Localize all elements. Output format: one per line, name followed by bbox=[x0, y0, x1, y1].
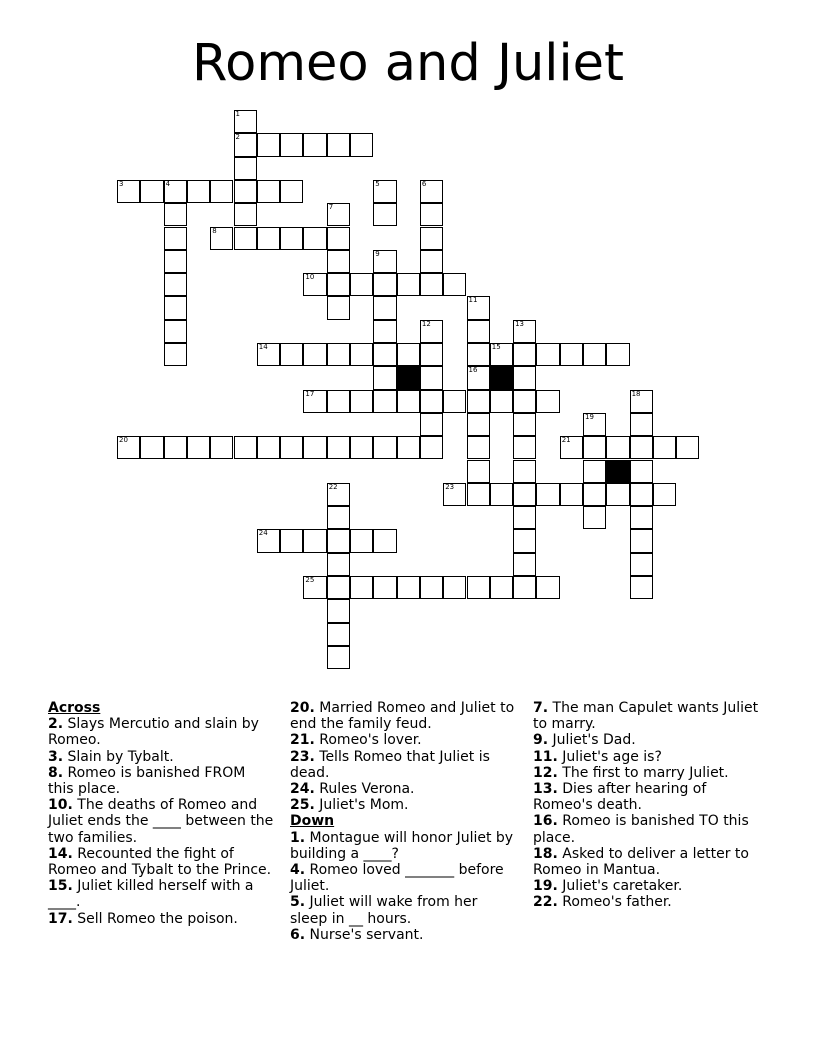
grid-cell[interactable] bbox=[420, 227, 443, 250]
clues-column-2 bbox=[290, 700, 516, 943]
grid-cell[interactable] bbox=[210, 180, 233, 203]
clue-across-10: 10. The deaths of Romeo and Juliet ends the ____ between the two families. bbox=[48, 797, 274, 846]
grid-cell[interactable] bbox=[327, 273, 350, 296]
grid-cell[interactable] bbox=[164, 320, 187, 343]
grid-cell[interactable] bbox=[513, 413, 536, 436]
cell-number: 7 bbox=[328, 203, 334, 212]
grid-cell[interactable] bbox=[420, 343, 443, 366]
grid-cell[interactable] bbox=[630, 413, 653, 436]
grid-cell[interactable] bbox=[560, 436, 583, 459]
cell-number: 17 bbox=[305, 389, 315, 398]
grid-cell[interactable] bbox=[327, 250, 350, 273]
grid-cell[interactable] bbox=[583, 436, 606, 459]
grid-cell[interactable] bbox=[560, 483, 583, 506]
grid-cell[interactable] bbox=[327, 296, 350, 319]
cell-number: 16 bbox=[468, 366, 478, 375]
cell-number: 8 bbox=[212, 226, 217, 235]
grid-cell[interactable] bbox=[397, 343, 420, 366]
clue-across-2: 2. Slays Mercutio and slain by Romeo. bbox=[48, 716, 259, 749]
grid-cell[interactable] bbox=[140, 180, 163, 203]
clue-across-20: 20. Married Romeo and Juliet to end the family feud. bbox=[290, 700, 515, 733]
grid-cell[interactable] bbox=[280, 343, 303, 366]
grid-cell[interactable] bbox=[536, 576, 559, 599]
grid-cell[interactable] bbox=[164, 180, 187, 203]
grid-cell[interactable] bbox=[420, 436, 443, 459]
grid-cell[interactable] bbox=[373, 273, 396, 296]
grid-cell[interactable] bbox=[630, 576, 653, 599]
cell-number: 10 bbox=[305, 273, 315, 282]
grid-cell[interactable] bbox=[164, 273, 187, 296]
grid-cell[interactable] bbox=[513, 506, 536, 529]
grid-cell[interactable] bbox=[397, 390, 420, 413]
clue-down-6: 6. Nurse's servant. bbox=[290, 926, 424, 943]
grid-cell[interactable] bbox=[327, 390, 350, 413]
grid-cell[interactable] bbox=[234, 203, 257, 226]
grid-cell[interactable] bbox=[420, 576, 443, 599]
grid-cell[interactable] bbox=[606, 483, 629, 506]
grid-cell[interactable] bbox=[513, 483, 536, 506]
grid-cell[interactable] bbox=[373, 343, 396, 366]
grid-cell[interactable] bbox=[350, 273, 373, 296]
cell-number: 23 bbox=[445, 482, 455, 491]
grid-cell[interactable] bbox=[234, 110, 257, 133]
cell-number: 19 bbox=[585, 412, 594, 421]
grid-cell[interactable] bbox=[443, 576, 466, 599]
grid-cell[interactable] bbox=[513, 460, 536, 483]
grid-cell[interactable] bbox=[117, 180, 140, 203]
grid-cell[interactable] bbox=[164, 250, 187, 273]
grid-cell[interactable] bbox=[210, 436, 233, 459]
grid-cell[interactable] bbox=[467, 576, 490, 599]
grid-cell[interactable] bbox=[630, 553, 653, 576]
grid-cell[interactable] bbox=[513, 343, 536, 366]
grid-cell[interactable] bbox=[513, 390, 536, 413]
grid-cell[interactable] bbox=[490, 390, 513, 413]
grid-cell[interactable] bbox=[536, 343, 559, 366]
grid-cell[interactable] bbox=[140, 436, 163, 459]
grid-cell[interactable] bbox=[327, 483, 350, 506]
grid-cell[interactable] bbox=[653, 436, 676, 459]
grid-cell[interactable] bbox=[303, 390, 326, 413]
grid-cell[interactable] bbox=[280, 133, 303, 156]
grid-cell[interactable] bbox=[443, 273, 466, 296]
grid-cell[interactable] bbox=[420, 180, 443, 203]
grid-cell[interactable] bbox=[373, 203, 396, 226]
grid-cell[interactable] bbox=[303, 436, 326, 459]
grid-cell[interactable] bbox=[373, 390, 396, 413]
cell-number: 20 bbox=[119, 436, 128, 445]
grid-cell[interactable] bbox=[373, 320, 396, 343]
grid-cell[interactable] bbox=[606, 436, 629, 459]
grid-cell[interactable] bbox=[327, 529, 350, 552]
cell-number: 15 bbox=[491, 343, 501, 351]
grid-cell[interactable] bbox=[164, 436, 187, 459]
grid-cell[interactable] bbox=[373, 296, 396, 319]
grid-cell[interactable] bbox=[397, 436, 420, 459]
grid-cell[interactable] bbox=[513, 320, 536, 343]
grid-cell[interactable] bbox=[234, 436, 257, 459]
grid-cell[interactable] bbox=[303, 576, 326, 599]
grid-cell[interactable] bbox=[303, 133, 326, 156]
grid-cell[interactable] bbox=[257, 133, 280, 156]
cell-number: 14 bbox=[258, 343, 268, 351]
grid-cell[interactable] bbox=[327, 227, 350, 250]
grid-cell[interactable] bbox=[443, 390, 466, 413]
grid-cell[interactable] bbox=[303, 529, 326, 552]
grid-cell[interactable] bbox=[350, 343, 373, 366]
grid-cell[interactable] bbox=[373, 250, 396, 273]
grid-cell[interactable] bbox=[257, 227, 280, 250]
grid-cell[interactable] bbox=[513, 529, 536, 552]
clue-across-25: 25. Juliet's Mom. bbox=[290, 797, 409, 814]
grid-cell[interactable] bbox=[467, 483, 490, 506]
grid-cell[interactable] bbox=[420, 390, 443, 413]
grid-cell[interactable] bbox=[327, 436, 350, 459]
clues-column-1 bbox=[48, 700, 274, 927]
grid-cell[interactable] bbox=[467, 296, 490, 319]
grid-cell[interactable] bbox=[630, 483, 653, 506]
grid-cell[interactable] bbox=[327, 646, 350, 669]
grid-cell[interactable] bbox=[350, 436, 373, 459]
grid-cell[interactable] bbox=[467, 320, 490, 343]
grid-cell[interactable] bbox=[420, 320, 443, 343]
clue-across-3: 3. Slain by Tybalt. bbox=[48, 748, 174, 765]
clue-down-18: 18. Asked to deliver a letter to Romeo in Mantua. bbox=[533, 845, 749, 879]
grid-cell[interactable] bbox=[350, 529, 373, 552]
grid-cell[interactable] bbox=[187, 436, 210, 459]
grid-cell[interactable] bbox=[420, 413, 443, 436]
page-title: Romeo and Juliet bbox=[191, 34, 625, 93]
grid-cell[interactable] bbox=[513, 576, 536, 599]
grid-cell[interactable] bbox=[327, 203, 350, 226]
clue-across-24: 24. Rules Verona. bbox=[290, 781, 415, 798]
grid-cell[interactable] bbox=[630, 436, 653, 459]
grid-cell[interactable] bbox=[187, 180, 210, 203]
cell-number: 13 bbox=[515, 319, 525, 328]
grid-cell[interactable] bbox=[303, 227, 326, 250]
cell-number: 22 bbox=[328, 482, 338, 491]
clue-across-8: 8. Romeo is banished FROM this place. bbox=[48, 764, 246, 798]
cell-number: 1 bbox=[235, 110, 240, 118]
grid-cell[interactable] bbox=[280, 180, 303, 203]
grid-cell[interactable] bbox=[117, 436, 140, 459]
grid-cell[interactable] bbox=[303, 343, 326, 366]
clue-down-9: 9. Juliet's Dad. bbox=[533, 732, 636, 749]
grid-cell[interactable] bbox=[234, 133, 257, 156]
grid-cell[interactable] bbox=[327, 506, 350, 529]
grid-cell[interactable] bbox=[490, 483, 513, 506]
grid-cell[interactable] bbox=[490, 343, 513, 366]
grid-cell[interactable] bbox=[350, 390, 373, 413]
clue-across-21: 21. Romeo's lover. bbox=[290, 732, 422, 749]
grid-cell[interactable] bbox=[327, 576, 350, 599]
grid-cell[interactable] bbox=[467, 460, 490, 483]
grid-cell[interactable] bbox=[420, 366, 443, 389]
across-heading: Across bbox=[48, 700, 101, 716]
grid-cell[interactable] bbox=[467, 413, 490, 436]
grid-cell[interactable] bbox=[630, 460, 653, 483]
grid-cell[interactable] bbox=[350, 133, 373, 156]
grid-cell[interactable] bbox=[373, 180, 396, 203]
grid-cell[interactable] bbox=[583, 413, 606, 436]
grid-cell[interactable] bbox=[397, 273, 420, 296]
cell-number: 18 bbox=[631, 389, 641, 398]
grid-cell[interactable] bbox=[420, 250, 443, 273]
grid-cell[interactable] bbox=[327, 599, 350, 622]
clue-down-4: 4. Romeo loved _______ before Juliet. bbox=[290, 862, 504, 895]
grid-cell[interactable] bbox=[513, 366, 536, 389]
clues-column-3 bbox=[533, 700, 763, 911]
grid-cell[interactable] bbox=[467, 343, 490, 366]
grid-cell[interactable] bbox=[467, 390, 490, 413]
grid-cell[interactable] bbox=[234, 157, 257, 180]
black-square bbox=[490, 366, 513, 389]
clue-down-5: 5. Juliet will wake from her sleep in __ hours. bbox=[290, 894, 478, 927]
grid-cell[interactable] bbox=[536, 483, 559, 506]
cell-number: 24 bbox=[258, 529, 268, 538]
grid-cell[interactable] bbox=[536, 390, 559, 413]
down-heading: Down bbox=[290, 813, 335, 830]
grid-cell[interactable] bbox=[210, 227, 233, 250]
grid-cell[interactable] bbox=[630, 529, 653, 552]
clue-across-15: 15. Juliet killed herself with a ____. bbox=[48, 878, 254, 911]
grid-cell[interactable] bbox=[280, 436, 303, 459]
cell-number: 5 bbox=[375, 179, 380, 188]
grid-cell[interactable] bbox=[467, 436, 490, 459]
grid-cell[interactable] bbox=[443, 483, 466, 506]
grid-cell[interactable] bbox=[164, 296, 187, 319]
grid-cell[interactable] bbox=[373, 529, 396, 552]
clue-down-11: 11. Juliet's age is? bbox=[533, 748, 662, 765]
grid-cell[interactable] bbox=[257, 180, 280, 203]
grid-cell[interactable] bbox=[280, 227, 303, 250]
grid-cell[interactable] bbox=[420, 203, 443, 226]
clue-down-1: 1. Montague will honor Juliet by building a ____? bbox=[290, 829, 514, 862]
cell-number: 25 bbox=[305, 576, 315, 584]
cell-number: 11 bbox=[468, 296, 478, 305]
grid-cell[interactable] bbox=[373, 366, 396, 389]
grid-cell[interactable] bbox=[164, 203, 187, 226]
grid-cell[interactable] bbox=[630, 390, 653, 413]
cell-number: 12 bbox=[421, 319, 431, 328]
grid-cell[interactable] bbox=[653, 483, 676, 506]
black-square bbox=[397, 366, 420, 389]
cell-number: 2 bbox=[235, 133, 240, 142]
cell-number: 9 bbox=[375, 249, 380, 258]
grid-cell[interactable] bbox=[303, 273, 326, 296]
grid-cell[interactable] bbox=[327, 343, 350, 366]
clue-across-17: 17. Sell Romeo the poison. bbox=[48, 910, 238, 927]
grid-cell[interactable] bbox=[630, 506, 653, 529]
grid-cell[interactable] bbox=[676, 436, 699, 459]
cell-number: 3 bbox=[119, 179, 124, 188]
grid-cell[interactable] bbox=[513, 436, 536, 459]
cell-number: 6 bbox=[421, 179, 427, 188]
grid-cell[interactable] bbox=[560, 343, 583, 366]
grid-cell[interactable] bbox=[606, 343, 629, 366]
grid-cell[interactable] bbox=[583, 460, 606, 483]
grid-cell[interactable] bbox=[583, 343, 606, 366]
grid-cell[interactable] bbox=[257, 529, 280, 552]
grid-cell[interactable] bbox=[234, 180, 257, 203]
cell-number: 4 bbox=[165, 179, 171, 188]
grid-cell[interactable] bbox=[350, 576, 373, 599]
clue-down-16: 16. Romeo is banished TO this place. bbox=[533, 813, 749, 846]
clue-down-12: 12. The first to marry Juliet. bbox=[533, 764, 729, 781]
black-square bbox=[606, 460, 629, 483]
grid-cell[interactable] bbox=[164, 343, 187, 366]
grid-cell[interactable] bbox=[257, 343, 280, 366]
grid-cell[interactable] bbox=[467, 366, 490, 389]
grid-cell[interactable] bbox=[373, 576, 396, 599]
grid-cell[interactable] bbox=[327, 133, 350, 156]
grid-cell[interactable] bbox=[583, 506, 606, 529]
grid-cell[interactable] bbox=[513, 553, 536, 576]
grid-cell[interactable] bbox=[397, 576, 420, 599]
clue-down-13: 13. Dies after hearing of Romeo's death. bbox=[533, 781, 707, 814]
grid-cell[interactable] bbox=[327, 553, 350, 576]
grid-cell[interactable] bbox=[257, 436, 280, 459]
clue-down-7: 7. The man Capulet wants Juliet to marry. bbox=[533, 700, 759, 733]
grid-cell[interactable] bbox=[420, 273, 443, 296]
grid-cell[interactable] bbox=[280, 529, 303, 552]
grid-cell[interactable] bbox=[234, 227, 257, 250]
grid-cell[interactable] bbox=[164, 227, 187, 250]
grid-cell[interactable] bbox=[490, 576, 513, 599]
grid-cell[interactable] bbox=[327, 623, 350, 646]
grid-cell[interactable] bbox=[583, 483, 606, 506]
clue-across-23: 23. Tells Romeo that Juliet is dead. bbox=[290, 748, 490, 781]
cell-number: 21 bbox=[561, 436, 571, 445]
grid-cell[interactable] bbox=[373, 436, 396, 459]
clue-down-19: 19. Juliet's caretaker. bbox=[533, 878, 683, 895]
clue-across-14: 14. Recounted the fight of Romeo and Tybalt to the Prince. bbox=[48, 845, 272, 879]
clue-down-22: 22. Romeo's father. bbox=[533, 894, 672, 911]
